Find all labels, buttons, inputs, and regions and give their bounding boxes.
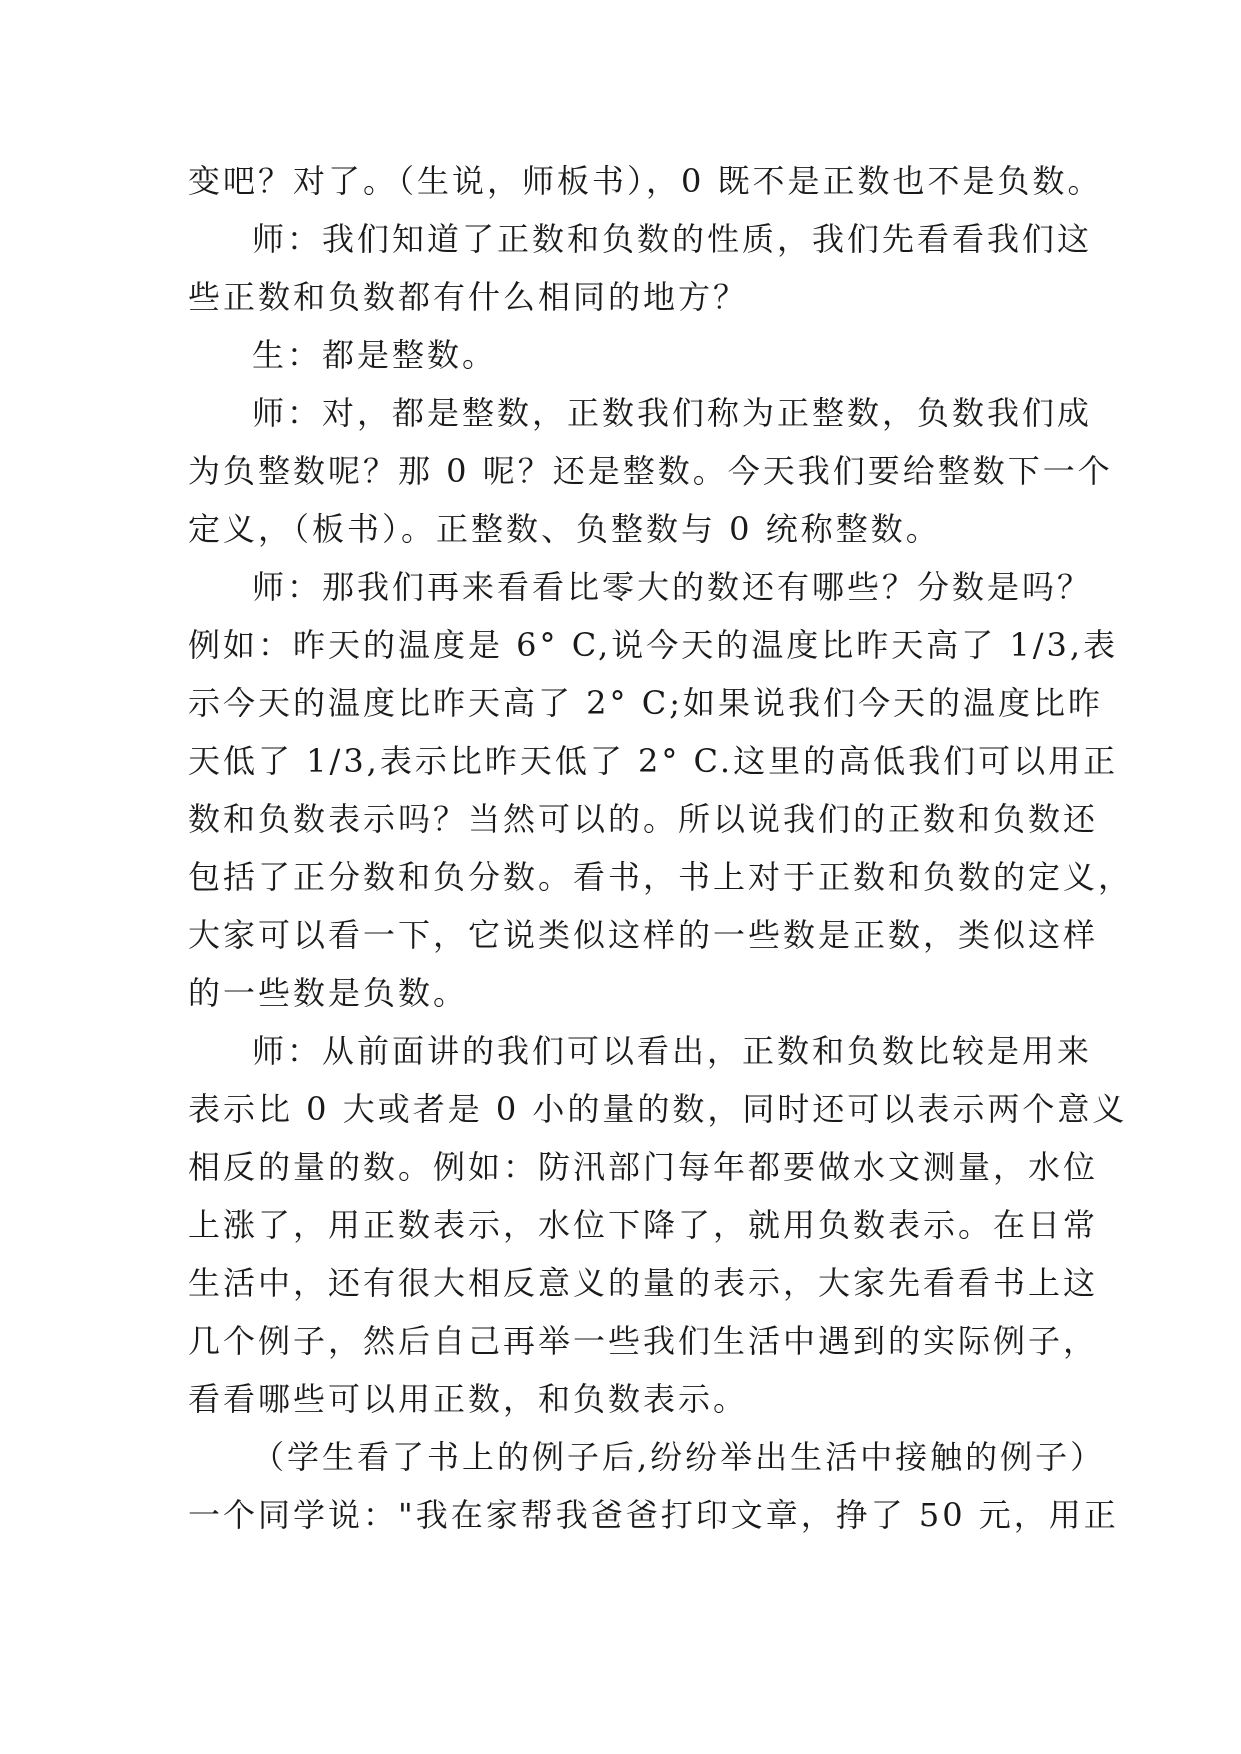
document-body bbox=[188, 152, 1134, 1544]
text-line: 几个例子，然后自己再举一些我们生活中遇到的实际例子， bbox=[188, 1322, 1099, 1360]
text-line: 一个同学说："我在家帮我爸爸打印文章，挣了 50 元，用正 bbox=[188, 1496, 1119, 1534]
text-line: 例如：昨天的温度是 6° C,说今天的温度比昨天高了 1/3,表 bbox=[188, 626, 1119, 664]
text-line: 上涨了，用正数表示，水位下降了，就用负数表示。在日常 bbox=[188, 1206, 1099, 1244]
text-line: 师：那我们再来看看比零大的数还有哪些？分数是吗？ bbox=[252, 568, 1093, 606]
text-line: 师：对，都是整数，正数我们称为正整数，负数我们成 bbox=[252, 394, 1093, 432]
text-line: 些正数和负数都有什么相同的地方？ bbox=[188, 278, 749, 316]
text-line: 看看哪些可以用正数，和负数表示。 bbox=[188, 1380, 749, 1418]
text-line: 师：从前面讲的我们可以看出，正数和负数比较是用来 bbox=[252, 1032, 1093, 1070]
text-line: 生活中，还有很大相反意义的量的表示，大家先看看书上这 bbox=[188, 1264, 1099, 1302]
text-line: 大家可以看一下，它说类似这样的一些数是正数，类似这样 bbox=[188, 916, 1099, 954]
text-line: 包括了正分数和负分数。看书，书上对于正数和负数的定义， bbox=[188, 858, 1134, 896]
text-line: 示今天的温度比昨天高了 2° C;如果说我们今天的温度比昨 bbox=[188, 684, 1103, 722]
text-line: 变吧？对了。（生说，师板书），0 既不是正数也不是负数。 bbox=[188, 162, 1103, 200]
text-line: 师：我们知道了正数和负数的性质，我们先看看我们这 bbox=[252, 220, 1093, 258]
text-line: 天低了 1/3,表示比昨天低了 2° C.这里的高低我们可以用正 bbox=[188, 742, 1119, 780]
text-line: 为负整数呢？那 0 呢？还是整数。今天我们要给整数下一个 bbox=[188, 452, 1113, 490]
text-line: 的一些数是负数。 bbox=[188, 974, 469, 1012]
text-line: 生：都是整数。 bbox=[252, 336, 498, 374]
text-line: 相反的量的数。例如：防汛部门每年都要做水文测量，水位 bbox=[188, 1148, 1099, 1186]
text-line: （学生看了书上的例子后,纷纷举出生活中接触的例子） bbox=[252, 1438, 1106, 1476]
text-line: 表示比 0 大或者是 0 小的量的数，同时还可以表示两个意义 bbox=[188, 1090, 1128, 1128]
text-line: 数和负数表示吗？当然可以的。所以说我们的正数和负数还 bbox=[188, 800, 1099, 838]
text-line: 定义，（板书）。正整数、负整数与 0 统称整数。 bbox=[188, 510, 941, 548]
